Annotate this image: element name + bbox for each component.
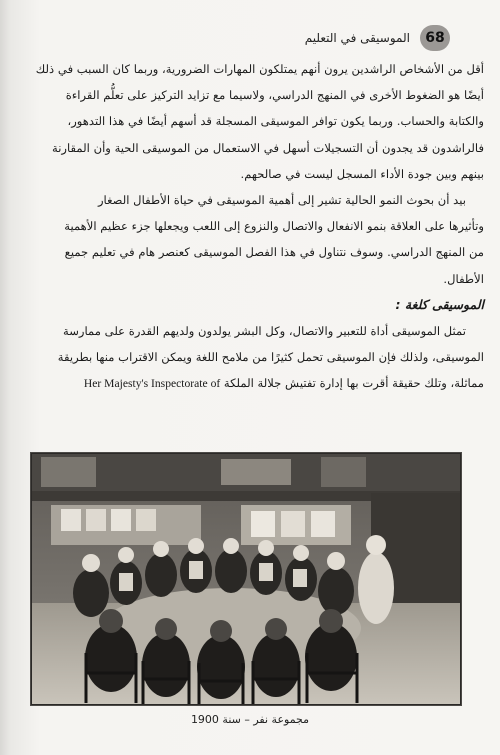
paragraph-2-line: وتأثيرها على العلاقة بنمو الانفعال والاتصال والنزوع إلى اللعب ويجعلها جزء عظيم الأهمية	[64, 219, 484, 234]
paragraph-3-line: مماثلة، وتلك حقيقة أقرت بها إدارة تفتيش جلالة الملكة	[223, 376, 484, 391]
latin-fragment: Her Majesty's Inspectorate of	[83, 377, 221, 391]
paragraph-1-line: بينهم وبين جودة الأداء المسجل ليست في صالحهم.	[240, 166, 484, 181]
paragraph-3-last-line	[0, 370, 484, 396]
paragraph-2-line: من المنهج الدراسي. وسوف نتناول في هذا الفصل الموسيقى كعنصر هام في تعليم جميع	[64, 245, 484, 260]
page-header	[305, 25, 450, 51]
paragraph-2-line: الأطفال.	[443, 271, 484, 286]
body-text	[0, 56, 484, 396]
section-heading: الموسيقى كلغة :	[395, 296, 484, 312]
paragraph-1-line: والكتابة والحساب. وربما يكون توافر الموسيقى المسجلة قد أسهم أيضًا في هذا التدهور،	[67, 114, 484, 129]
paragraph-3-line: تمثل الموسيقى أداة للتعبير والاتصال، وكل البشر يولدون ولديهم القدرة على ممارسة	[63, 323, 466, 338]
paragraph-1-line: أيضًا هو الضغوط الأخرى في المنهج الدراسي، ولاسيما مع تزايد التركيز على تعلُّم القراءة	[65, 88, 484, 103]
historical-photograph	[30, 452, 462, 706]
page-number: 68	[420, 25, 450, 51]
running-title: الموسيقى في التعليم	[304, 31, 410, 45]
classroom-photo-image	[31, 453, 461, 705]
paragraph-1-line: فالراشدون قد يجدون أن التسجيلات أسهل في الاستعمال من الموسيقى الحية وأن المقارنة	[51, 140, 484, 155]
paragraph-3-line: الموسيقى، ولذلك فإن الموسيقى تحمل كثيرًا من ملامح اللغة ويمكن الاقتراب منها بطريقة	[57, 350, 484, 365]
paragraph-1-line: أقل من الأشخاص الراشدين يرون أنهم يمتلكون المهارات الضرورية، وربما كان السبب في ذلك	[35, 62, 484, 76]
paragraph-2-line: بيد أن بحوث النمو الحالية تشير إلى أهمية الموسيقى في حياة الأطفال الصغار	[97, 192, 466, 207]
figure-caption: مجموعة نفر – سنة 1900	[190, 713, 310, 726]
